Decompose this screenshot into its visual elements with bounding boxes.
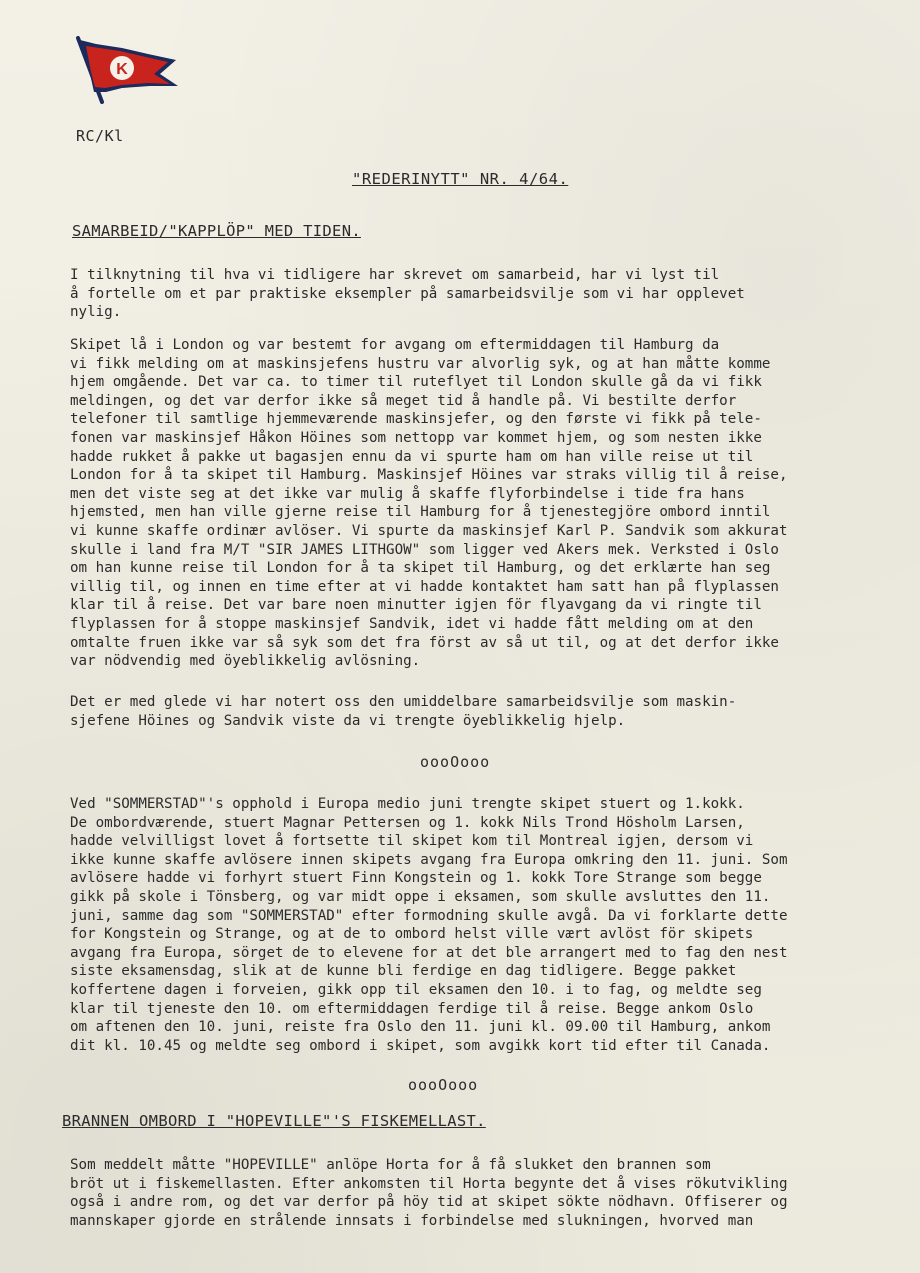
section-separator: oooOooo (420, 753, 491, 771)
section-heading-brannen: BRANNEN OMBORD I "HOPEVILLE"'S FISKEMELLAST. (62, 1112, 486, 1130)
section-heading-samarbeid: SAMARBEID/"KAPPLÖP" MED TIDEN. (72, 222, 361, 240)
section-separator: oooOooo (408, 1076, 479, 1094)
paragraph-samarbeid-intro: I tilknytning til hva vi tidligere har skrevet om samarbeid, har vi lyst til å fortelle om et par praktiske eksempler på samarbeidsvilje som vi har opplevet nylig. (70, 267, 745, 321)
document-title: "REDERINYTT" NR. 4/64. (352, 170, 569, 188)
flag-letter: K (116, 61, 128, 78)
paragraph-samarbeid-conclusion: Det er med glede vi har notert oss den umiddelbare samarbeidsvilje som maskin- sjefene Höines og Sandvik viste da vi trengte öyeblikkelig hjelp. (70, 694, 737, 729)
company-flag-logo (72, 34, 182, 104)
paragraph-sommerstad: Ved "SOMMERSTAD"'s opphold i Europa medio juni trengte skipet stuert og 1.kokk. De ombordværende, stuert Magnar Pettersen og 1. kokk Nils Trond Hösholm Larsen, hadde velvilligst lovet å fortsette til skipet kom til Montreal igjen, dersom vi ikke kunne skaffe avlösere innen skipets avgang fra Europa omkring den 11. juni. Som avlösere hadde vi forhyrt stuert Finn Kongstein og 1. kokk Tore Strange som begge gikk på skole i Tönsberg, og var midt oppe i eksamen, som skulle avsluttes den 11. juni, samme dag som "SOMMERSTAD" efter formodning skulle avgå. Da vi forklarte dette for Kongstein og Strange, og at de to ombord helst ville vært avlöst för skipets avgang fra Europa, sörget de to elevene for at det ble arrangert med to fag den nest siste eksamensdag, slik at de kunne bli ferdige en dag tidligere. Begge pakket koffertene dagen i forveien, gikk opp til eksamen den 10. i to fag, og meldte seg klar til tjeneste den 10. om eftermiddagen ferdige til å reise. Begge ankom Oslo om aftenen den 10. juni, reiste fra Oslo den 11. juni kl. 09.00 til Hamburg, ankom dit kl. 10.45 og meldte seg ombord i skipet, som avgikk kort tid efter til Canada. (70, 796, 788, 1054)
paragraph-samarbeid-london: Skipet lå i London og var bestemt for avgang om eftermiddagen til Hamburg da vi fikk melding om at maskinsjefens hustru var alvorlig syk, og at han måtte komme hjem omgående. Det var ca. to timer til ruteflyet til London skulle gå da vi fikk meldingen, og det var derfor ikke så meget tid å handle på. Vi bestilte derfor telefoner til samtlige hjemmeværende maskinsjefer, og den første vi fikk på tele- fonen var maskinsjef Håkon Höines som nettopp var kommet hjem, og som nesten ikke hadde rukket å pakke ut bagasjen ennu da vi spurte ham om han ville reise ut til London for å ta skipet til Hamburg. Maskinsjef Höines var straks villig til å reise, men det viste seg at det ikke var mulig å skaffe flyforbindelse i tide fra hans hjemsted, men han ville gjerne reise til Hamburg for å tjenestegjöre ombord inntil vi kunne skaffe ordinær avlöser. Vi spurte da maskinsjef Karl P. Sandvik som akkurat skulle i land fra M/T "SIR JAMES LITHGOW" som ligger ved Akers mek. Verksted i Oslo om han kunne reise til London for å ta skipet til Hamburg, og det erklærte han seg villig til, og innen en time efter at vi hadde kontaktet ham satt han på flyplassen klar til å reise. Det var bare noen minutter igjen för flyavgang da vi ringte til flyplassen for å stoppe maskinsjef Sandvik, idet vi hadde fått melding om at den omtalte fruen ikke var så syk som det fra först av så ut til, og at det derfor ikke var nödvendig med öyeblikkelig avlösning. (70, 337, 788, 670)
reference-code: RC/Kl (76, 127, 124, 145)
paragraph-brannen: Som meddelt måtte "HOPEVILLE" anlöpe Horta for å få slukket den brannen som bröt ut i fiskemellasten. Efter ankomsten til Horta begynte det å vises rökutvikling også i andre rom, og det var derfor på höy tid at skipet sökte nödhavn. Offiserer og mannskaper gjorde en strålende innsats i forbindelse med slukningen, hvorved man (70, 1157, 788, 1229)
